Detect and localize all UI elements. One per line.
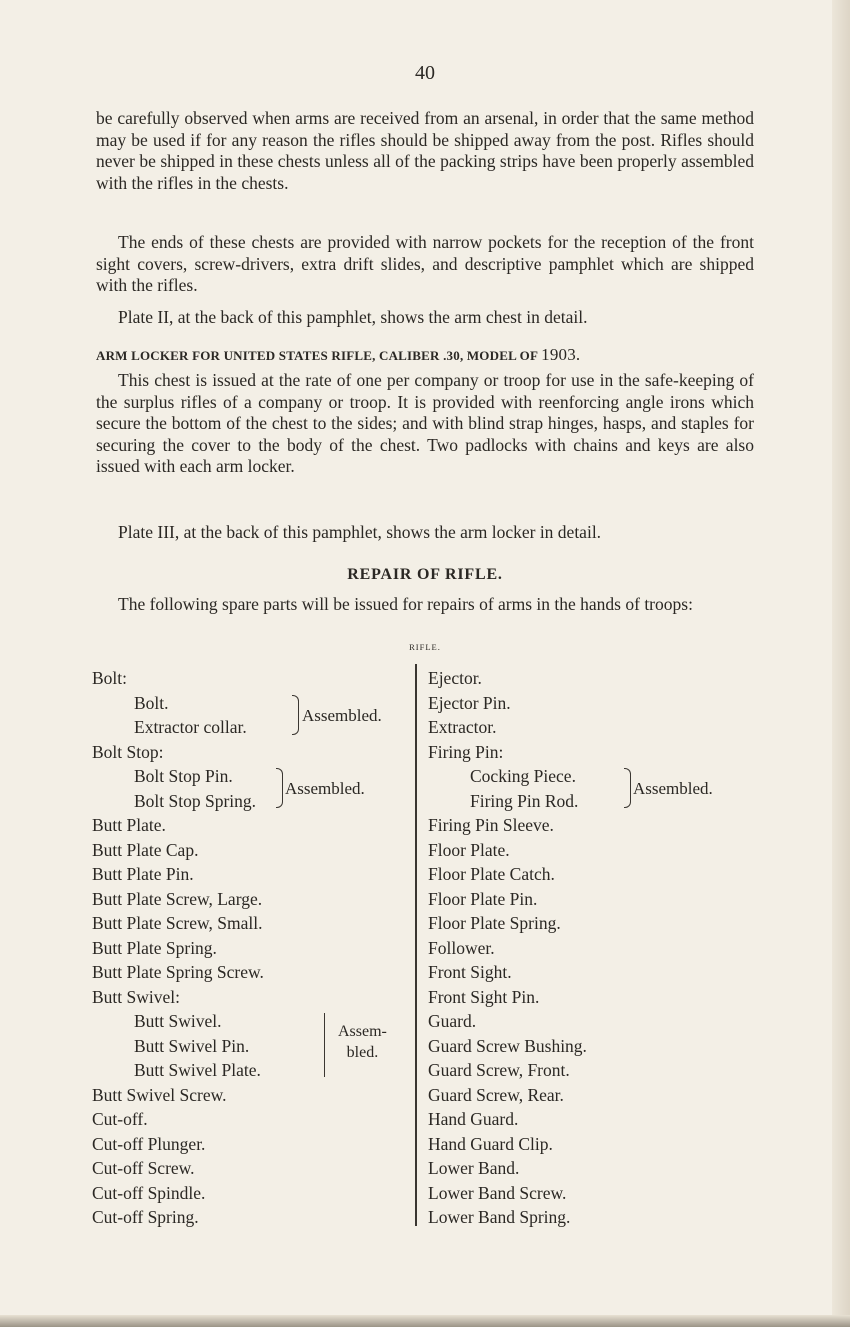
part-item: Lower Band Spring. <box>428 1207 571 1227</box>
part-item: Floor Plate. <box>428 839 510 860</box>
part-item: Guard Screw, Rear. <box>428 1084 564 1105</box>
part-item: Cut-off. <box>92 1109 148 1129</box>
part-item: Cut-off Screw. <box>92 1158 195 1178</box>
assembly-group-butt-swivel <box>92 1009 412 1083</box>
column-divider <box>415 664 417 1226</box>
page-number: 40 <box>415 62 435 84</box>
part-item: Lower Band Screw. <box>428 1182 567 1203</box>
brace <box>624 768 631 808</box>
rifle-subheading: RIFLE. <box>409 642 441 652</box>
part-item: Cut-off Spindle. <box>92 1182 206 1203</box>
part-item: Butt Swivel Plate. <box>134 1060 261 1080</box>
paragraph-plate-iii: Plate III, at the back of this pamphlet, shows the arm locker in detail. <box>118 522 602 542</box>
assembled-label: Assembled. <box>633 779 713 798</box>
paragraph-packing: be carefully observed when arms are received from an arsenal, in order that the same method may be used if for any reason the rifles should be shipped away from the post. Rifles should never be shipped in these chests unless all of the packing strips have been properly assembled with the rifles in the chests. <box>96 108 754 193</box>
part-item: Front Sight Pin. <box>428 986 540 1007</box>
part-item: Butt Plate Screw, Large. <box>92 888 263 909</box>
part-item: Bolt. <box>134 692 169 713</box>
brace <box>292 695 299 735</box>
part-item: Butt Swivel. <box>134 1011 222 1031</box>
part-item: Floor Plate Pin. <box>428 888 538 909</box>
assembly-group-bolt-stop <box>92 764 412 813</box>
part-item: Butt Swivel Pin. <box>134 1035 250 1056</box>
part-item: Ejector Pin. <box>428 692 511 713</box>
bottom-edge <box>0 1315 850 1327</box>
part-item: Firing Pin Sleeve. <box>428 815 554 835</box>
part-heading-firing-pin: Firing Pin: <box>428 741 504 762</box>
paragraph-plate-ii: Plate II, at the back of this pamphlet, shows the arm chest in detail. <box>118 307 588 327</box>
part-item: Bolt Stop Pin. <box>134 766 233 786</box>
part-item: Floor Plate Spring. <box>428 913 561 933</box>
part-item: Hand Guard. <box>428 1109 519 1129</box>
arm-locker-heading-year: 1903. <box>541 345 581 364</box>
part-item: Cut-off Spring. <box>92 1207 199 1227</box>
part-heading-butt-swivel: Butt Swivel: <box>92 986 180 1007</box>
part-item: Butt Plate Pin. <box>92 864 194 884</box>
part-item: Extractor. <box>428 717 497 737</box>
part-item: Butt Plate. <box>92 815 166 835</box>
part-item: Bolt Stop Spring. <box>134 790 257 811</box>
paragraph-chest-ends: The ends of these chests are provided with narrow pockets for the reception of the front sight covers, screw-drivers, extra drift slides, and descriptive pamphlet which are shipped with the rifles. <box>96 232 754 296</box>
assembly-group-firing-pin <box>428 764 758 813</box>
assembled-label: Assembled. <box>285 779 365 798</box>
part-heading-bolt: Bolt: <box>92 668 128 688</box>
parts-list-right <box>428 666 758 1230</box>
part-item: Hand Guard Clip. <box>428 1133 553 1154</box>
part-item: Ejector. <box>428 668 482 688</box>
assembled-label-line: Assem- <box>338 1023 387 1040</box>
part-item: Guard. <box>428 1011 477 1031</box>
part-item: Butt Plate Screw, Small. <box>92 913 263 933</box>
part-item: Firing Pin Rod. <box>470 790 579 811</box>
part-item: Cut-off Plunger. <box>92 1133 206 1154</box>
repair-heading: REPAIR OF RIFLE. <box>347 566 503 583</box>
part-item: Extractor collar. <box>134 717 247 737</box>
part-item: Butt Swivel Screw. <box>92 1084 227 1105</box>
part-item: Floor Plate Catch. <box>428 864 555 884</box>
arm-locker-heading-text: ARM LOCKER FOR UNITED STATES RIFLE, CALIBER .30, MODEL OF <box>96 348 538 363</box>
part-item: Lower Band. <box>428 1158 520 1178</box>
assembled-label-line: bled. <box>346 1044 379 1061</box>
part-item: Butt Plate Spring Screw. <box>92 962 264 982</box>
paragraph-arm-locker: This chest is issued at the rate of one per company or troop for use in the safe-keeping of the surplus rifles of a company or troop. It is provided with reenforcing angle irons which secure the bottom of the chest to the sides; and with blind strap hinges, hasps, and staples for securing the cover to the body of the chest. Two padlocks with chains and keys are also issued with each arm locker. <box>96 370 754 477</box>
part-item: Front Sight. <box>428 962 512 982</box>
assembly-group-bolt <box>92 691 412 740</box>
part-item: Butt Plate Spring. <box>92 937 217 958</box>
parts-list-left <box>92 666 412 1230</box>
assembled-label <box>338 1021 387 1063</box>
part-item: Guard Screw, Front. <box>428 1060 570 1080</box>
part-item: Butt Plate Cap. <box>92 839 199 860</box>
paragraph-spare-parts: The following spare parts will be issued for repairs of arms in the hands of troops: <box>118 594 693 614</box>
assembled-label: Assembled. <box>302 705 382 725</box>
part-item: Guard Screw Bushing. <box>428 1035 587 1056</box>
part-heading-bolt-stop: Bolt Stop: <box>92 741 164 762</box>
page-edge <box>832 0 850 1327</box>
part-item: Cocking Piece. <box>470 766 576 786</box>
brace <box>276 768 283 808</box>
arm-locker-heading <box>96 345 754 365</box>
part-item: Follower. <box>428 937 495 958</box>
brace <box>324 1013 325 1077</box>
